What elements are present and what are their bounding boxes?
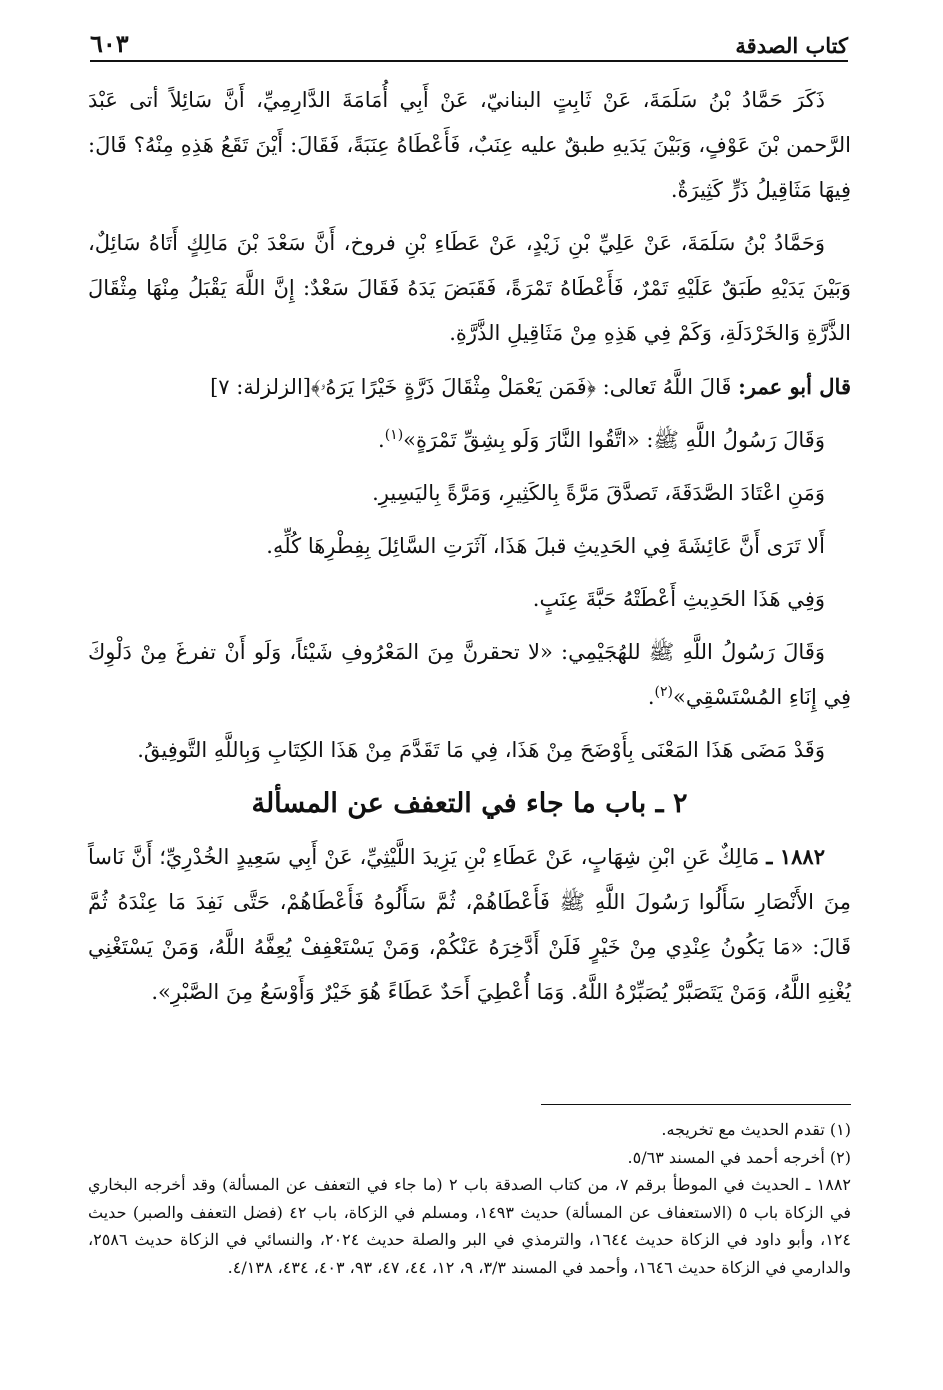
hadith-number: ١٨٨٢ ـ xyxy=(766,844,825,869)
main-text xyxy=(88,78,851,1023)
paragraph-text: وَقَالَ رَسُولُ اللَّهِ ﷺ: «اتَّقُوا النَّارَ وَلَو بِشِقِّ تَمْرَةٍ» xyxy=(403,428,825,452)
speaker-label: قال أبو عمر: xyxy=(738,374,851,399)
footnotes xyxy=(88,1116,851,1281)
hadith-text: مَالِكٌ عَنِ ابْنِ شِهَابٍ، عَنْ عَطَاءِ بْنِ يَزِيدَ اللَّيْثِيِّ، عَنْ أَبِي سَعِيدٍ الخُدْرِيِّ؛ أَنَّ نَاساً مِنَ الأَنْصَارِ سَأَلُوا رَسُولَ اللَّهِ ﷺ فَأَعْطَاهُمْ، ثُمَّ سَأَلُوهُ فَأَعْطَاهُمْ، حَتَّى نَفِدَ مَا عِنْدَهُ ثُمَّ قَالَ: «مَا يَكُونُ عِنْدِي مِنْ خَيْرٍ فَلَنْ أَدَّخِرَهُ عَنْكُمْ، وَمَنْ يَسْتَعْفِفْ يُعِفَّهُ اللَّهُ، وَمَنْ يَسْتَغْنِي يُغْنِهِ اللَّهُ، وَمَنْ يَتَصَبَّرْ يُصَبِّرْهُ اللَّهُ. وَمَا أُعْطِيَ أَحَدٌ عَطَاءً هُوَ خَيْرٌ وَأَوْسَعُ مِنَ الصَّبْرِ». xyxy=(88,845,851,1004)
paragraph: ذَكَرَ حَمَّادُ بْنُ سَلَمَةَ، عَنْ ثَابِتٍ البنانيّ، عَنْ أَبِي أُمَامَةَ الدَّارِمِيِّ، أَنَّ سَائِلاً أتى عَبْدَ الرَّحمن بْنَ عَوْفٍ، وَبَيْنَ يَدَيهِ طبقٌ عليه عِنَبٌ، فَأَعْطَاهُ عِنَبَةً، فَقَالَ: أَيْنَ تَقَعُ هَذِهِ مِنْهُ؟ قَالَ: فِيهَا مَثَاقِيلُ ذَرٍّ كَثِيرَةٌ. xyxy=(88,88,851,202)
footnote: ١٨٨٢ ـ الحديث في الموطأ برقم ٧، من كتاب الصدقة باب ٢ (ما جاء في التعفف عن المسألة) وقد أخرجه البخاري في الزكاة باب ٥ (الاستعفاف عن المسألة) حديث ١٤٩٣، ومسلم في الزكاة، باب ٤٢ (فضل التعفف والصبر) حديث ١٢٤، وأبو داود في الزكاة حديث ١٦٤٤، والترمذي في البر والصلة حديث ٢٠٢٤، والنسائي في الزكاة حديث ٢٥٨٦، والدارمي في الزكاة حديث ١٦٤٦، وأحمد في المسند ٣/٣، ٩، ١٢، ٤٤، ٤٧، ٩٣، ٤٠٣، ٤٣٤، ٤/١٣٨. xyxy=(88,1175,852,1277)
footnote-reference[interactable]: (٢) xyxy=(654,684,673,700)
paragraph: أَلا تَرَى أَنَّ عَائِشَةَ فِي الحَدِيثِ قبلَ هَذَا، آثَرَتِ السَّائِلَ بِفِطْرِهَا كُلِّهِ. xyxy=(266,534,825,558)
paragraph-end: . xyxy=(647,685,655,709)
paragraph-end: . xyxy=(378,428,385,452)
paragraph: وَفِي هَذَا الحَدِيثِ أَعْطَتْهُ حَبَّةَ عِنَبٍ. xyxy=(532,587,825,611)
footnote-divider xyxy=(541,1104,851,1105)
abu-umar-text: قَالَ اللَّهُ تَعالى: ﴿فَمَن يَعْمَلْ مِثْقَالَ ذَرَّةٍ خَيْرًا يَرَهُۥ﴾[الزلزلة: ٧] xyxy=(210,375,732,399)
chapter-heading: ٢ ـ باب ما جاء في التعفف عن المسألة xyxy=(251,788,688,819)
page-number: ٦٠٣ xyxy=(90,29,129,58)
footnote: (٢) أخرجه أحمد في المسند ٥/٦٣. xyxy=(627,1147,851,1167)
abu-umar-paragraph xyxy=(88,364,851,410)
paragraph xyxy=(88,630,851,720)
hadith-paragraph xyxy=(88,834,851,1015)
footnote-reference[interactable]: (١) xyxy=(384,427,404,443)
paragraph xyxy=(88,418,851,463)
running-header xyxy=(90,22,848,62)
running-header-title: كتاب الصدقة xyxy=(735,33,848,58)
paragraph-text: وَقَالَ رَسُولُ اللَّهِ ﷺ للهُجَيْمِي: «لا تحقرنَّ مِنَ المَعْرُوفِ شَيْئاً، وَلَو أَنْ تفرغَ مِنْ دَلْوِكَ فِي إِنَاءِ المُسْتَسْقِي» xyxy=(88,640,851,709)
paragraph: وَمَنِ اعْتَادَ الصَّدَقَةَ، تَصدَّقَ مَرَّةً بِالكَثِيرِ، وَمَرَّةً بِاليَسِيرِ. xyxy=(372,481,825,505)
footnote: (١) تقدم الحديث مع تخريجه. xyxy=(661,1120,851,1139)
paragraph: وَحَمَّادُ بْنُ سَلَمَةَ، عَنْ عَلِيِّ بْنِ زَيْدٍ، عَنْ عَطَاءِ بْنِ فروخ، أَنَّ سَعْدَ بْنَ مَالِكٍ أَتَاهُ سَائِلٌ، وَبَيْنَ يَدَيْهِ طَبَقٌ عَلَيْهِ تَمْرٌ، فَأَعْطَاهُ تَمْرَةً، فَقَبَضَ يَدَهُ فَقَالَ سَعْدٌ: إِنَّ اللَّهَ يَقْبَلُ مِنْهَا مِثْقَالَ الذَّرَّةِ وَالخَرْدَلَةِ، وَكَمْ فِي هَذِهِ مِنْ مَثَاقِيلِ الذَّرَّةِ. xyxy=(88,231,851,345)
paragraph: وَقَدْ مَضَى هَذَا المَعْنَى بِأَوْضَحَ مِنْ هَذَا، فِي مَا تَقَدَّمَ مِنْ هَذَا الكِتَابِ وَبِاللَّهِ التَّوفِيقُ. xyxy=(137,738,825,762)
